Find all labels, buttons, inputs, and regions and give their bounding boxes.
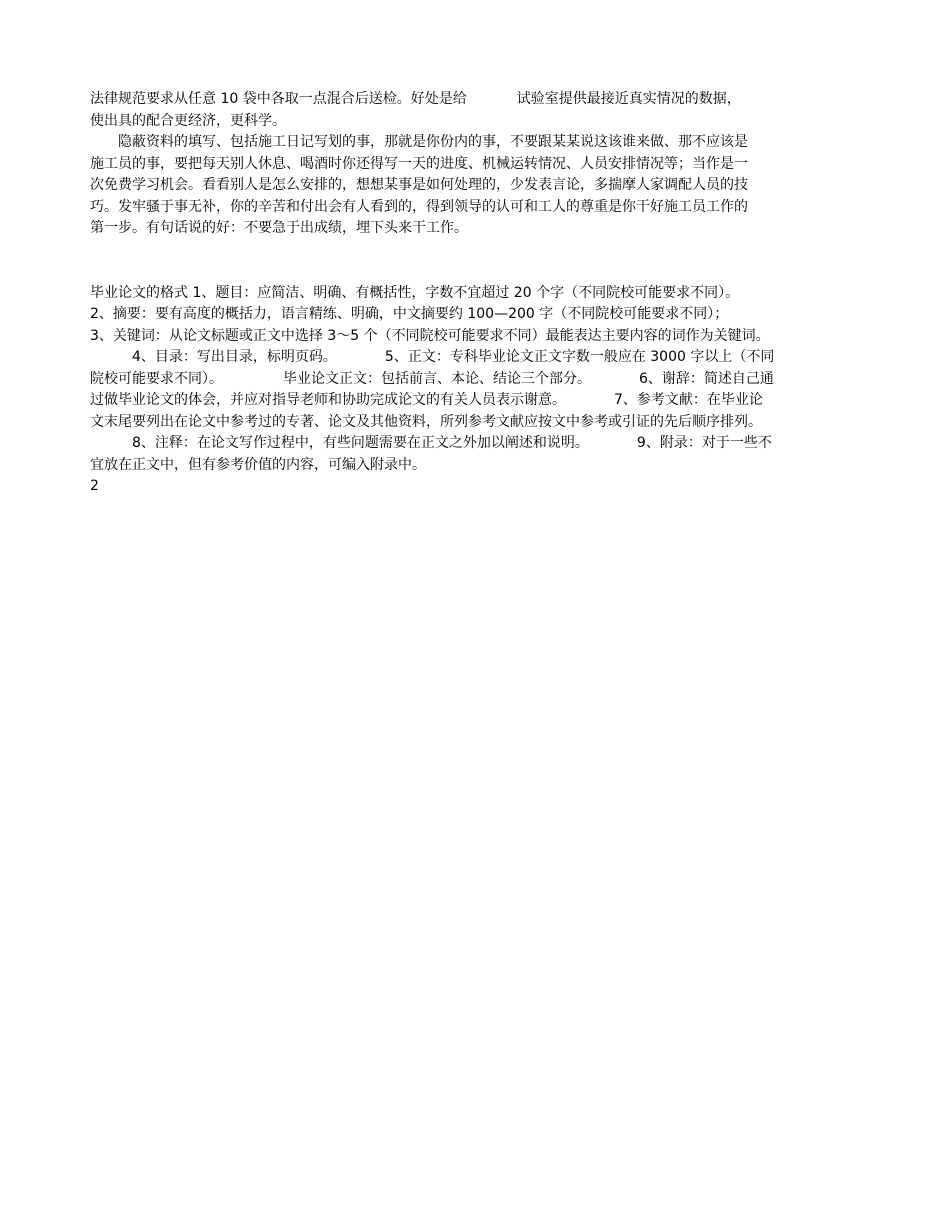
paragraph-documentation — [90, 132, 870, 240]
text-line: 宜放在正文中，但有参考价值的内容，可编入附录中。 — [90, 456, 426, 473]
text-line: 4、目录：写出目录，标明页码。 5、正文：专科毕业论文正文字数一般应在 3000 字以上（不同 — [132, 349, 775, 365]
document-page — [90, 89, 870, 498]
text-line: 施工员的事，要把每天别人休息、喝酒时你还得写一天的进度、机械运转情况、人员安排情况等；当作是一 — [90, 155, 748, 172]
text-line: 过做毕业论文的体会，并应对指导老师和协助完成论文的有关人员表示谢意。 7、参考文献：在毕业论 — [90, 392, 763, 408]
paragraph-thesis-format — [90, 283, 870, 477]
text-line: 文末尾要列出在论文中参考过的专著、论文及其他资料，所列参考文献应按文中参考或引证的先后顺序排列。 — [90, 413, 762, 430]
text-line: 使出具的配合更经济，更科学。 — [90, 112, 286, 129]
text-line: 隐蔽资料的填写、包括施工日记写划的事，那就是你份内的事，不要跟某某说这该谁来做、那不应该是 — [118, 134, 748, 150]
paragraph-spacer — [90, 240, 870, 283]
text-line: 8、注释：在论文写作过程中，有些问题需要在正文之外加以阐述和说明。 9、附录：对于一些不 — [132, 435, 772, 451]
text-line: 次免费学习机会。看看别人是怎么安排的，想想某事是如何处理的，少发表言论，多揣摩人家调配人员的技 — [90, 177, 748, 193]
text-line: 法律规范要求从任意 10 袋中各取一点混合后送检。好处是给 试验室提供最接近真实情况的数据， — [90, 91, 741, 107]
text-line: 巧。发牢骚于事无补，你的辛苦和付出会有人看到的，得到领导的认可和工人的尊重是你干好施工员工作的 — [90, 198, 748, 215]
page-number: 2 — [90, 478, 99, 494]
text-line: 3、关键词：从论文标题或正文中选择 3～5 个（不同院校可能要求不同）最能表达主要内容的词作为关键词。 — [90, 327, 770, 344]
paragraph-sampling — [90, 89, 870, 132]
text-line: 毕业论文的格式 1、题目：应简洁、明确、有概括性，字数不宜超过 20 个字（不同院校可能要求不同）。 — [90, 284, 740, 301]
text-line: 第一步。有句话说的好：不要急于出成绩，埋下头来干工作。 — [90, 220, 468, 236]
text-line: 院校可能要求不同）。 毕业论文正文：包括前言、本论、结论三个部分。 6、谢辞：简述自己通 — [90, 370, 774, 387]
text-line: 2、摘要：要有高度的概括力，语言精练、明确，中文摘要约 100—200 字（不同院校可能要求不同）； — [90, 306, 729, 322]
